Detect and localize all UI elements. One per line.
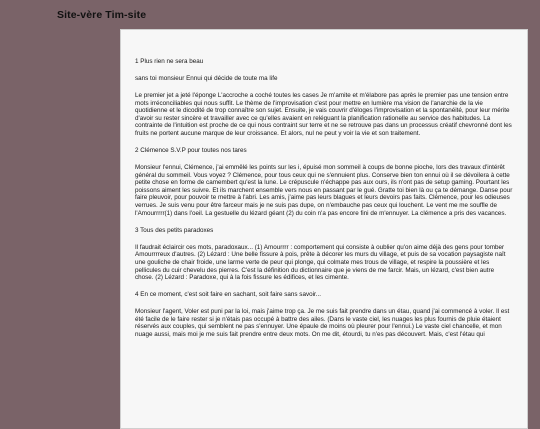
section-heading: 3 Tous des petits paradoxes (135, 226, 214, 234)
section-heading: 4 En ce moment, c'est soit faire en sachant, soit faire sans savoir... (135, 291, 321, 299)
section-paragraph: Il faudrait éclaircir ces mots, paradoxaux... (1) Amourrrr : comportement qui consiste à oublier qu'on aime déjà des gens pour tomber Amourrrreux d'autres. (2) Lézard : Une belle fissure à pois, prête à décorer les murs du village, et puis de sa vocation paysagiste naît une gouliche de chair froide, une larme verte de peur qui plonge, qui colmate mes trous de village, et respire la poussière et les pellicules du cuir chevelu des pierres. C'est la définition du dictionnaire que je viens de me farcir. Mais, un lézard, c'est bien autre chose. (2) Lézard : Paradoxe, qui à la fois fissure les édifices, et les cimente. (135, 243, 506, 282)
section-subtitle: sans toi monsieur Ennui qui décide de toute ma life (135, 75, 278, 83)
section-heading: 1 Plus rien ne sera beau (135, 58, 204, 65)
section-paragraph: Le premier jet a jeté l'éponge L'accroche a coché toutes les cases Je m'amite et m'élabore pas après le premier pas une tension entre mots irréconciliables qui nous suffit. Le thème de l'improvisation c'est pour mettre en lumière ma vision de l'anarchie de la vie quotidienne et le dicodité de trop connaître son sujet. Ensuite, je vais couvrir d'éloges l'improvisation et la spontanéité, pour leur mérite d'avoir su rester sincère et travailler avec ce qu'elles avaient en reléguant la planification rationelle au service des habitudes. La contrainte de l'intuition est proche de ce qui nous contraint sur terre et ne se retrouve pas dans un processus créatif chevronné dont les fruits ne portent aucune marque de leur croissance. Et alors, nul ne peut y voir la vie et son traitement. (135, 92, 512, 138)
site-title: Site-vère Tim-site (57, 9, 147, 21)
section-paragraph: Monsieur l'ennui, Clémence, j'ai emmêlé les points sur les i, épuisé mon sommeil à coups de bonne pioche, lors des travaux d'intérêt général du sommeil. Vous voyez ? Clémence, pour tous ceux qui ne s'ennuient plus. Conserve bien ton ennui où il se dévoilera à cette petite chose en forme de camembert qu'est la lune. Le crépuscule n'échappe pas aux ours, ils n'ont pas de setup gaming. Pourtant les poissons aiment les suivre. Et ils marchent ensemble vers nous en passant par le gué. Gratte toi bien là ou ça te démange. Danse pour faire pleuvoir, pour pouvoir te mettre à l'abri. Les amis, j'aime pas leurs blagues et leurs devoirs pas faits. Clémence, pour les odieuses verrues. Je suis venu pour être farceur mais je ne suis pas dupe, on n'embauche pas ceux qui louchent. Le vent me me souffle de l'Amourrrrr(1) dans l'oeil. La gestuelle du lézard géant (2) du coin n'a pas encore fini de m'ennuyer. La clémence a pris des vacances. (135, 164, 513, 217)
section-paragraph: Monsieur l'agent, Voler est puni par la loi, mais j'aime trop ça. Je me suis fait prendre dans un étau, quand j'ai commencé à voler. Il est été facile de le faire rester si je n'étais pas occupé à battre des ailes. (Dans le vaste ciel, les nuages les plus fournis de pluie étaient réservés aux couples, qui semblent ne pas s'ennuyer. Une épaule de moins où pleurer pour l'ennui.) Le vaste ciel chancelle, et mon nuage aussi, mais moi je me suis fait prendre entre deux mots. On me dit, étourdi, tu n'es pas découvert. Mais, c'est l'étau qui (135, 308, 510, 338)
section-heading: 2 Clémence S.V.P pour toutes nos tares (135, 147, 247, 155)
article-content (120, 29, 528, 429)
